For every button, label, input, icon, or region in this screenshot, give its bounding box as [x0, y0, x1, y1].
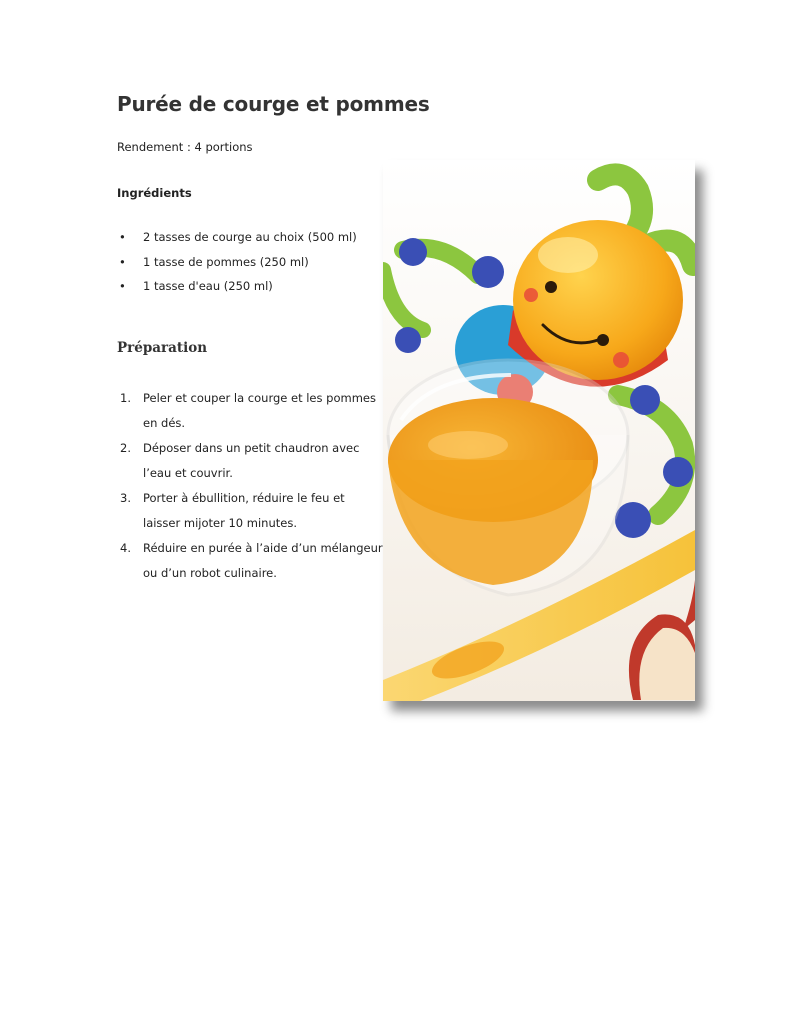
step-text: Peler et couper la courge et les pommes en dés. [143, 391, 376, 430]
bullet: • [119, 254, 126, 269]
ingredient-item [117, 229, 357, 254]
toy-head [513, 220, 683, 380]
step-number: 1. [120, 391, 131, 405]
step-text: Déposer dans un petit chaudron avec l’eau et couvrir. [143, 441, 360, 480]
preparation-steps [117, 386, 383, 586]
photo-illustration [383, 160, 695, 701]
ingredient-text: 1 tasse de pommes (250 ml) [143, 254, 309, 269]
ingredients-heading: Ingrédients [117, 186, 192, 200]
step-text: Réduire en purée à l’aide d’un mélangeur ou d’un robot culinaire. [143, 541, 383, 580]
recipe-yield: Rendement : 4 portions [117, 140, 253, 154]
bullet: • [119, 230, 126, 244]
ingredient-item [117, 254, 357, 279]
preparation-heading: Préparation [117, 340, 208, 356]
ingredients-list [117, 229, 357, 303]
bullet: • [119, 279, 126, 293]
step-text: Porter à ébullition, réduire le feu et laisser mijoter 10 minutes. [143, 491, 345, 530]
step-number: 3. [120, 491, 131, 505]
step-number: 4. [120, 541, 131, 555]
recipe-title: Purée de courge et pommes [117, 92, 430, 116]
ingredient-text: 2 tasses de courge au choix (500 ml) [143, 230, 357, 244]
step-item [117, 386, 383, 436]
step-item [117, 486, 383, 536]
step-number: 2. [120, 441, 131, 455]
step-item [117, 536, 383, 586]
ingredient-text: 1 tasse d'eau (250 ml) [143, 279, 273, 293]
ingredient-item [117, 278, 357, 303]
recipe-photo [383, 160, 695, 701]
step-item [117, 436, 383, 486]
